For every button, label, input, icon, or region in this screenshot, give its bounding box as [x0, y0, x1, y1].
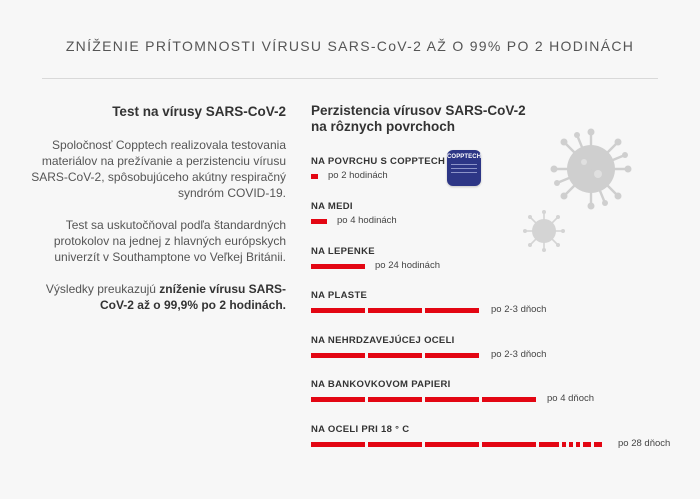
- bar-segment: [425, 442, 479, 447]
- bar-segment: [311, 174, 318, 179]
- bar-segment: [368, 308, 422, 313]
- bar-segment: [425, 308, 479, 313]
- surface-label: NA PLASTE: [311, 290, 368, 301]
- bar-segment: [311, 397, 365, 402]
- surface-row-banknote: [311, 379, 671, 407]
- duration-bar: [311, 264, 368, 269]
- bar-segment: [368, 353, 422, 358]
- intro-paragraph-1: Spoločnosť Copptech realizovala testovania materiálov na prežívanie a perzistenciu vírusu SARS-CoV-2, spôsobujúceho akútny respiračný syndróm COVID-19.: [31, 138, 286, 200]
- surface-row-cardboard: [311, 246, 671, 274]
- surface-label: NA LEPENKE: [311, 246, 375, 257]
- bar-segment: [311, 442, 365, 447]
- duration-label: po 28 dňoch: [618, 438, 671, 449]
- bar-segment: [539, 442, 559, 447]
- duration-label: po 24 hodinách: [375, 260, 440, 271]
- bar-segment: [482, 397, 536, 402]
- bar-dot: [562, 442, 566, 447]
- bar-dot: [569, 442, 573, 447]
- surface-row-copptech: [311, 156, 671, 184]
- surface-row-stainless-steel: [311, 335, 671, 363]
- duration-label: po 4 dňoch: [547, 393, 595, 404]
- surface-label: NA OCELI PRI 18 ° C: [311, 424, 410, 435]
- intro-section: [30, 104, 286, 329]
- duration-bar: [311, 397, 539, 402]
- surface-label: NA NEHRDZAVEJÚCEJ OCELI: [311, 335, 455, 346]
- intro-paragraph-3: [30, 281, 286, 313]
- results-text: Výsledky preukazujú: [45, 282, 160, 296]
- page-title: ZNÍŽENIE PRÍTOMNOSTI VÍRUSU SARS-CoV-2 AŽ O 99% PO 2 HODINÁCH: [65, 38, 635, 54]
- duration-label: po 2-3 dňoch: [491, 304, 547, 315]
- bar-segment: [368, 442, 422, 447]
- surface-row-steel-18c: [311, 424, 671, 452]
- bar-segment: [368, 397, 422, 402]
- bar-segment: [583, 442, 591, 447]
- bar-segment: [594, 442, 602, 447]
- bar-segment: [311, 308, 365, 313]
- duration-label: po 2-3 dňoch: [491, 349, 547, 360]
- copptech-logo-text: COPPTECH: [447, 154, 482, 160]
- bar-segment: [425, 353, 479, 358]
- title-divider: [42, 78, 658, 79]
- duration-bar: [311, 442, 605, 447]
- surface-label: NA POVRCHU S COPPTECH: [311, 156, 446, 167]
- surface-row-copper: [311, 201, 671, 229]
- bar-segment: [311, 219, 327, 224]
- intro-paragraph-2: Test sa uskutočňoval podľa štandardných protokolov na jednej z hlavných európskych univerzít v Southamptone vo Veľkej Británii.: [53, 218, 286, 264]
- bar-segment: [425, 397, 479, 402]
- bar-segment: [311, 353, 365, 358]
- duration-bar: [311, 219, 330, 224]
- duration-bar: [311, 353, 482, 358]
- duration-bar: [311, 174, 321, 179]
- intro-heading: Test na vírusy SARS-CoV-2: [112, 104, 286, 119]
- surface-label: NA MEDI: [311, 201, 353, 212]
- results-highlight: zníženie vírusu SARS-CoV-2 až o 99,9% po 2 hodinách.: [99, 282, 286, 312]
- bar-segment: [311, 264, 365, 269]
- duration-label: po 2 hodinách: [328, 170, 388, 181]
- duration-label: po 4 hodinách: [337, 215, 397, 226]
- persistence-title: Perzistencia vírusov SARS-CoV-2 na rôznych povrchoch: [311, 103, 526, 134]
- surface-row-plastic: [311, 290, 671, 318]
- bar-dot: [576, 442, 580, 447]
- surface-label: NA BANKOVKOVOM PAPIERI: [311, 379, 451, 390]
- bar-segment: [482, 442, 536, 447]
- duration-bar: [311, 308, 482, 313]
